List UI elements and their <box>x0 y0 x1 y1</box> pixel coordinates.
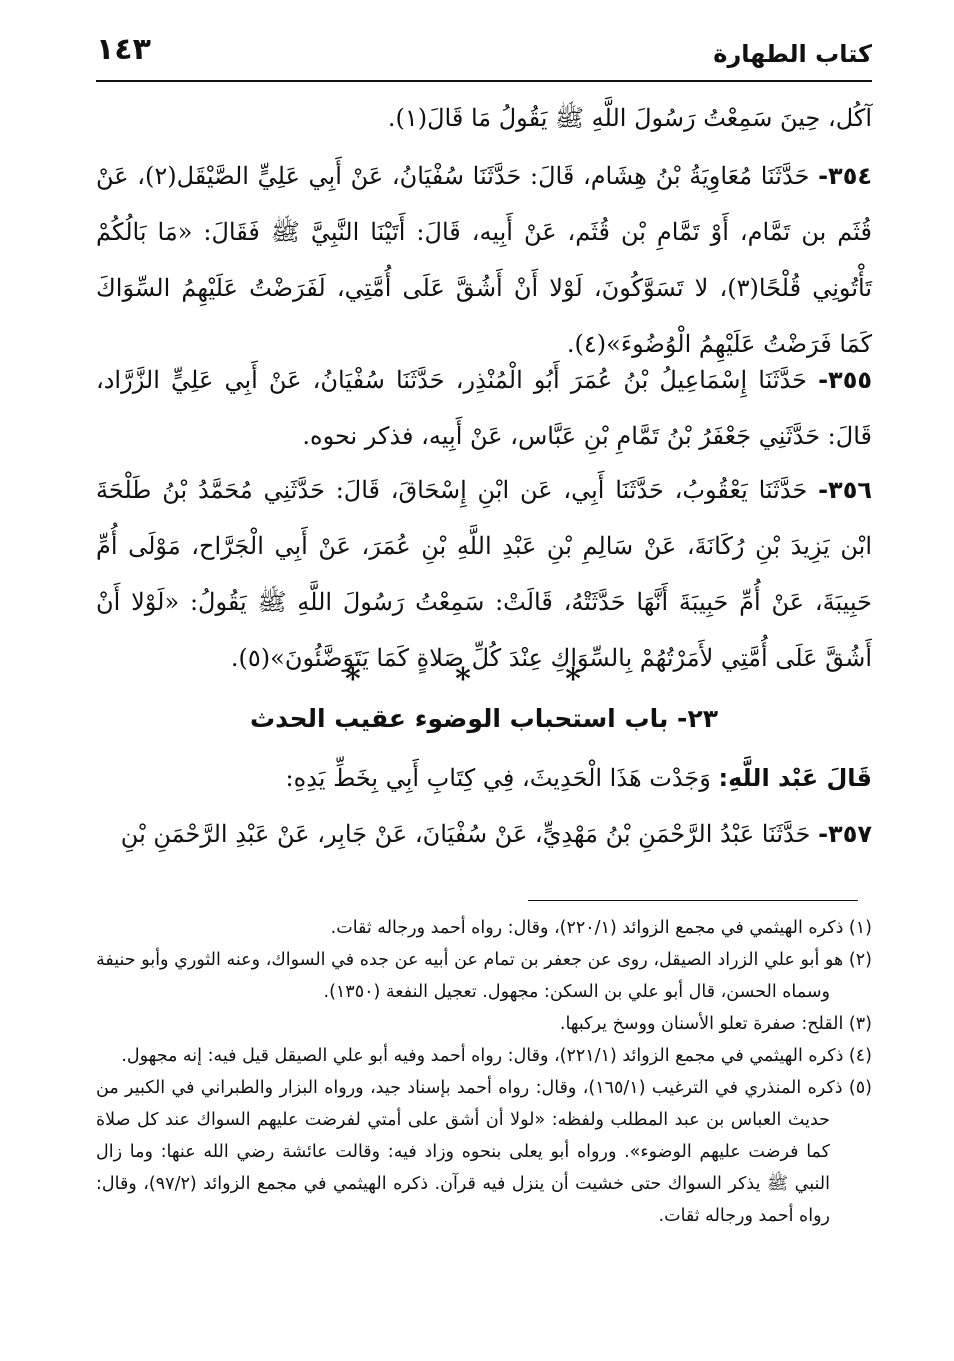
chapter-heading: ٢٣- باب استحباب الوضوء عقيب الحدث <box>250 704 718 733</box>
hadith-text: حَدَّثَنَا إِسْمَاعِيلُ بْنُ عُمَرَ أَبُو الْمُنْذِر، حَدَّثَنَا سُفْيَانُ، عَنْ أَبِي عَلِيٍّ الزَّرَّاد، قَالَ: حَدَّثَنِي جَعْفَرُ بْنُ تَمَّامِ بْنِ عَبَّاس، عَنْ أَبِيه، فذكر نحوه. <box>96 366 872 450</box>
page-number: ١٤٣ <box>96 32 151 67</box>
hadith-text: حَدَّثَنَا مُعَاوِيَةُ بْنُ هِشَام، قَالَ: حَدَّثَنَا سُفْيَانُ، عَنْ أَبِي عَلِيٍّ الصَّيْقَل(٢)، عَنْ قُثَم بن تَمَّام، أَوْ تَمَّامِ بْن قُثَم، عَنْ أَبِيه، قَالَ: أَتَيْنَا النَّبِيَّ ﷺ فَقَالَ: «مَا بَالُكُمْ تَأْتُونِي قُلْحًا(٣)، لا تَسَوَّكُونَ، لَوْلا أَنْ أَشُقَّ عَلَى أُمَّتِي، لَفَرَضْتُ عَلَيْهِمُ السِّوَاكَ كَمَا فَرَضْتُ عَلَيْهِمُ الْوُضُوءَ»(٤). <box>96 162 872 358</box>
hadith-357 <box>96 806 872 862</box>
editor-note <box>96 750 872 806</box>
qala-text: وَجَدْت هَذَا الْحَدِيثَ، فِي كِتَابِ أَبِي بِخَطِّ يَدِهِ: <box>285 764 719 792</box>
hadith-text: حَدَّثَنَا يَعْقُوبُ، حَدَّثَنَا أَبِي، عَن ابْنِ إِسْحَاقَ، قَالَ: حَدَّثَنِي مُحَمَّدُ بْنُ طَلْحَةَ ابْن يَزِيدَ بْنِ رُكَانَةَ، عَنْ سَالِمِ بْنِ عَبْدِ اللَّهِ بْنِ عُمَرَ، عَنْ أَبِي الْجَرَّاح، مَوْلَى أُمِّ حَبِيبَةَ، عَنْ أُمِّ حَبِيبَةَ أَنَّهَا حَدَّثَتْهُ، قَالَتْ: سَمِعْتُ رَسُولَ اللَّهِ ﷺ يَقُولُ: «لَوْلا أَنْ أَشُقَّ عَلَى أُمَّتِي لأَمَرْتُهُمْ بِالسِّوَاكِ عِنْدَ كُلِّ صَلاةٍ كَمَا يَتَوَضَّئُونَ»(٥). <box>96 476 873 672</box>
line-continuation <box>96 90 872 146</box>
hadith-text: حَدَّثَنَا عَبْدُ الرَّحْمَنِ بْنُ مَهْدِيٍّ، عَنْ سُفْيَانَ، عَنْ جَابِر، عَنْ عَبْدِ الرَّحْمَنِ بْنِ <box>120 820 819 848</box>
footnote-4: (٤) ذكره الهيثمي في مجمع الزوائد (٢٢١/١)، وقال: رواه أحمد وفيه أبو علي الصيقل قيل فيه: إنه مجهول. <box>121 1046 872 1066</box>
qala-label: قَالَ عَبْد اللَّهِ: <box>718 764 872 792</box>
hadith-355 <box>96 352 872 464</box>
book-title: كتاب الطهارة <box>713 40 872 68</box>
footnotes <box>96 912 872 1232</box>
hadith-number: ٣٥٧- <box>818 820 872 848</box>
running-header <box>96 28 872 82</box>
footnote-1: (١) ذكره الهيثمي في مجمع الزوائد (٢٢٠/١)، وقال: رواه أحمد ورجاله ثقات. <box>330 918 872 938</box>
hadith-number: ٣٥٤- <box>818 162 872 190</box>
section-divider-stars: * * * <box>345 662 623 697</box>
hadith-number: ٣٥٥- <box>818 366 872 394</box>
first-line: آكُل، حِينَ سَمِعْتُ رَسُولَ اللَّهِ ﷺ يَقُولُ مَا قَالَ(١). <box>387 104 872 132</box>
footnote-2: (٢) هو أبو علي الزراد الصيقل، روى عن جعفر بن تمام عن أبيه عن جده في السواك، وعنه الثوري وأبو حنيفة وسماه الحسن، قال أبو علي بن السكن: مجهول. تعجيل النفعة (١٣٥٠). <box>96 950 872 1002</box>
hadith-354 <box>96 148 872 372</box>
hadith-number: ٣٥٦- <box>818 476 872 504</box>
footnote-3: (٣) القلح: صفرة تعلو الأسنان ووسخ يركبها. <box>559 1014 872 1034</box>
footnote-separator <box>528 900 858 901</box>
hadith-356 <box>96 462 872 686</box>
footnote-5: (٥) ذكره المنذري في الترغيب (١٦٥/١)، وقال: رواه أحمد بإسناد جيد، ورواه البزار والطبراني في الكبير من حديث العباس بن عبد المطلب ولفظه: «لولا أن أشق على أمتي لفرضت عليهم السواك عند كل صلاة كما فرضت عليهم الوضوء». ورواه أبو يعلى بنحوه وزاد فيه: وقالت عائشة رضي الله عنها: وما زال النبي ﷺ يذكر السواك حتى خشيت أن ينزل فيه قرآن. ذكره الهيثمي في مجمع الزوائد (٩٧/٢)، وقال: رواه أحمد ورجاله ثقات. <box>96 1078 872 1226</box>
